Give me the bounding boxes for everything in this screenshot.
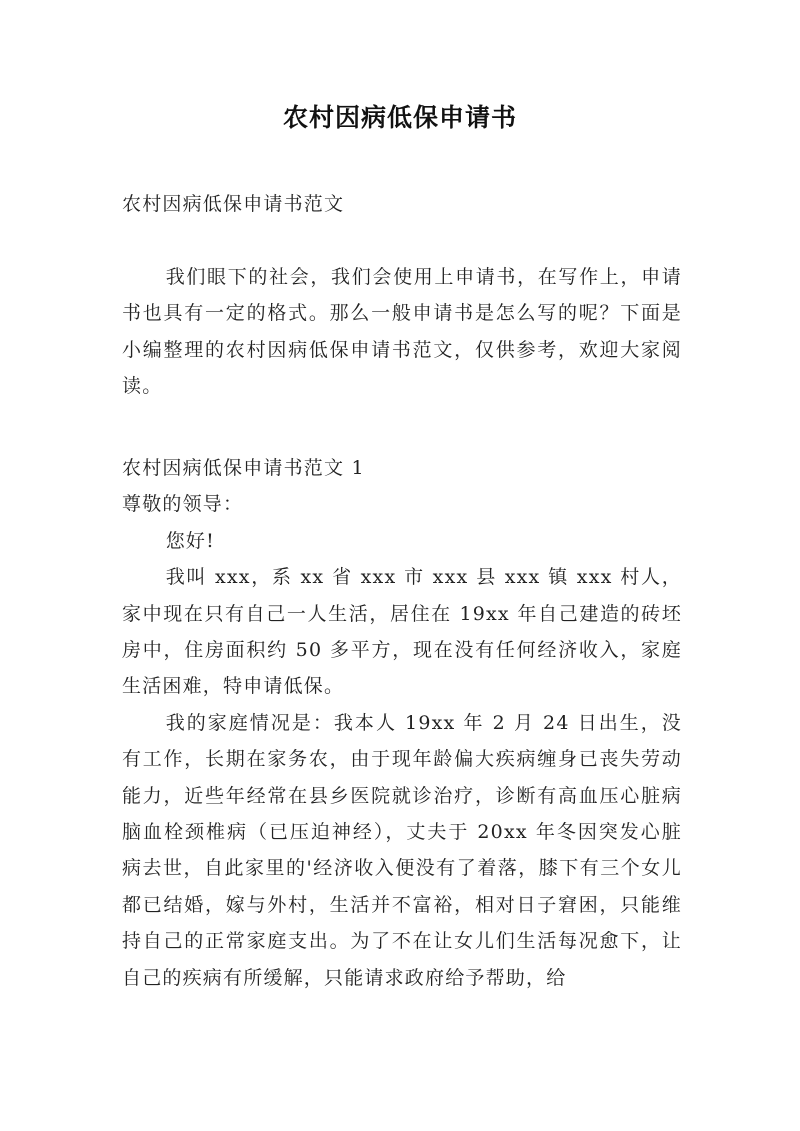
section-heading: 农村因病低保申请书范文 1 <box>122 457 365 479</box>
intro-paragraph: 我们眼下的社会，我们会使用上申请书，在写作上，申请书也具有一定的格式。那么一般申请书是怎么写的呢？下面是小编整理的农村因病低保申请书范文，仅供参考，欢迎大家阅读。 <box>122 266 682 398</box>
greeting: 您好! <box>165 529 215 552</box>
body-paragraph-1: 我叫 xxx，系 xx 省 xxx 市 xxx 县 xxx 镇 xxx 村人，家中现在只有自己一人生活，居住在 19xx 年自己建造的砖坯房中，住房面积约 50 多平方，现在没有任何经济收入，家庭生活困难，特申请低保。 <box>122 566 682 698</box>
body-paragraph-2: 我的家庭情况是：我本人 19xx 年 2 月 24 日出生，没有工作，长期在家务农，由于现年龄偏大疾病缠身已丧失劳动能力，近些年经常在县乡医院就诊治疗，诊断有高血压心脏病脑血栓颈椎病（已压迫神经），丈夫于 20xx 年冬因突发心脏病去世，自此家里的'经济收入便没有了着落，膝下有三个女儿都已结婚，嫁与外村，生活并不富裕，相对日子窘困，只能维持自己的正常家庭支出。为了不在让女儿们生活每况愈下，让自己的疾病有所缓解，只能请求政府给予帮助，给 <box>122 711 682 989</box>
document-subtitle: 农村因病低保申请书范文 <box>122 193 345 215</box>
section-1 <box>122 450 682 996</box>
salutation: 尊敬的领导： <box>122 493 244 516</box>
document-title: 农村因病低保申请书 <box>282 103 517 132</box>
intro-block <box>122 259 682 405</box>
